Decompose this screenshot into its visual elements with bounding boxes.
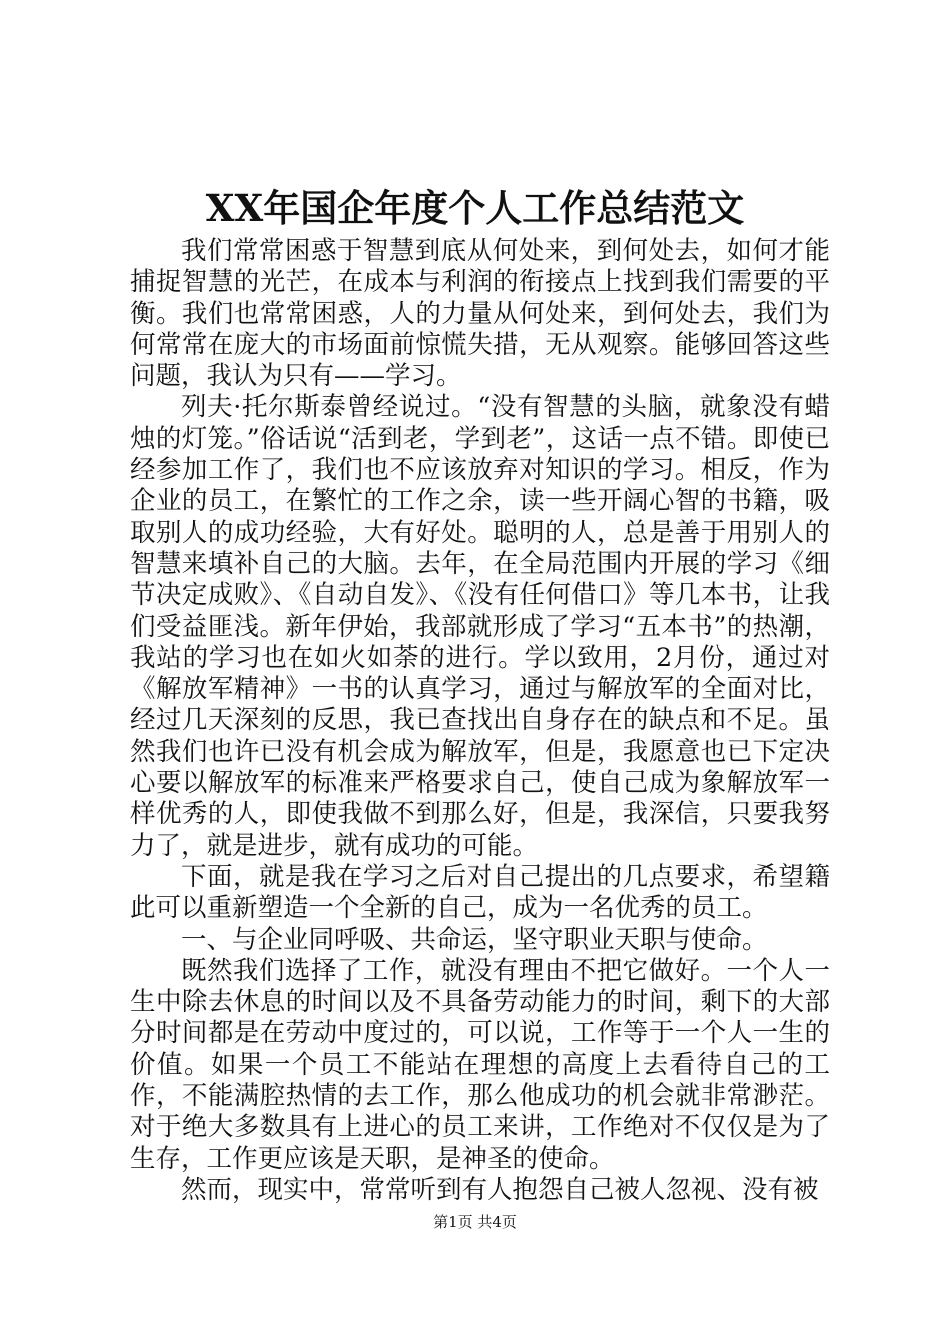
document-body	[130, 236, 830, 1206]
document-title: XX年国企年度个人工作总结范文	[205, 186, 745, 230]
paragraph: 一、与企业同呼吸、共命运，坚守职业天职与使命。	[181, 924, 768, 955]
paragraph: 列夫·托尔斯泰曾经说过。“没有智慧的头脑，就象没有蜡烛的灯笼。”俗话说“活到老，学到老”，这话一点不错。即使已经参加工作了，我们也不应该放弃对知识的学习。相反，作为企业的员工，在繁忙的工作之余，读一些开阔心智的书籍，吸取别人的成功经验，大有好处。聪明的人，总是善于用别人的智慧来填补自己的大脑。去年，在全局范围内开展的学习《细节决定成败》、《自动自发》、《没有任何借口》等几本书，让我们受益匪浅。新年伊始，我部就形成了学习“五本书”的热潮，我站的学习也在如火如荼的进行。学以致用，2月份，通过对《解放军精神》一书的认真学习，通过与解放军的全面对比，经过几天深刻的反思，我已查找出自身存在的缺点和不足。虽然我们也许已没有机会成为解放军，但是，我愿意也已下定决心要以解放军的标准来严格要求自己，使自己成为象解放军一样优秀的人，即使我做不到那么好，但是，我深信，只要我努力了，就是进步，就有成功的可能。	[130, 392, 830, 861]
paragraph: 然而，现实中，常常听到有人抱怨自己被人忽视、没有被	[181, 1174, 819, 1205]
paragraph: 既然我们选择了工作，就没有理由不把它做好。一个人一生中除去休息的时间以及不具备劳动能力的时间，剩下的大部分时间都是在劳动中度过的，可以说，工作等于一个人一生的价值。如果一个员工不能站在理想的高度上去看待自己的工作，不能满腔热情的去工作，那么他成功的机会就非常渺茫。对于绝大多数具有上进心的员工来讲，工作绝对不仅仅是为了生存，工作更应该是天职，是神圣的使命。	[130, 955, 830, 1174]
page-number-footer: 第1页 共4页	[433, 1213, 517, 1231]
paragraph: 下面，就是我在学习之后对自己提出的几点要求，希望籍此可以重新塑造一个全新的自己，成为一名优秀的员工。	[130, 861, 830, 924]
paragraph: 我们常常困惑于智慧到底从何处来，到何处去，如何才能捕捉智慧的光芒，在成本与利润的衔接点上找到我们需要的平衡。我们也常常困惑，人的力量从何处来，到何处去，我们为何常常在庞大的市场面前惊慌失措，无从观察。能够回答这些问题，我认为只有——学习。	[130, 236, 830, 392]
